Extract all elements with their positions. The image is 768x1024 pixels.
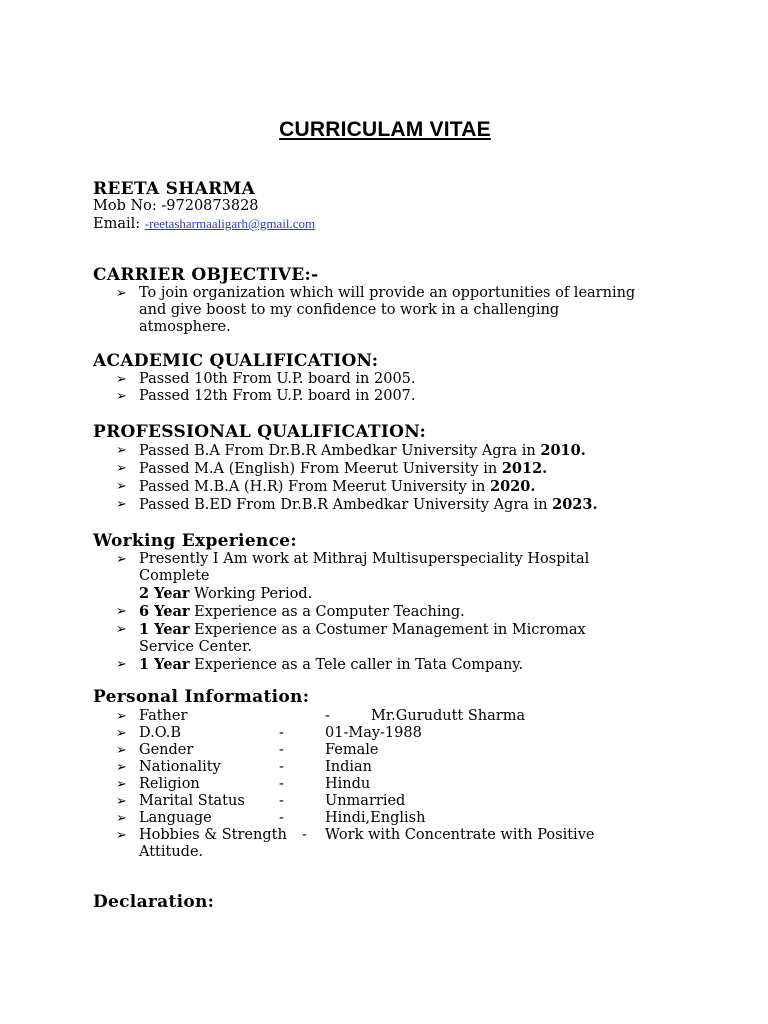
arrow-bullet-icon: ➢ bbox=[116, 552, 127, 567]
list-item: ➢ 1 Year Experience as a Costumer Management in Micromax Service Center. bbox=[116, 621, 586, 655]
arrow-bullet-icon: ➢ bbox=[116, 657, 127, 672]
email-line bbox=[93, 216, 315, 232]
personal-heading: Personal Information: bbox=[93, 687, 310, 707]
arrow-bullet-icon: ➢ bbox=[116, 604, 127, 619]
personal-info-row-gender: ➢ Gender - Female bbox=[116, 742, 379, 758]
academic-heading: ACADEMIC QUALIFICATION: bbox=[93, 351, 379, 371]
list-item: ➢ Passed 10th From U.P. board in 2005. bbox=[116, 371, 416, 387]
experience-heading: Working Experience: bbox=[93, 531, 297, 551]
arrow-bullet-icon: ➢ bbox=[116, 777, 127, 792]
personal-info-row-hobbies: ➢ Hobbies & Strength - Work with Concentrate with Positive bbox=[116, 827, 595, 843]
professional-list bbox=[0, 442, 768, 514]
list-item: ➢ Passed B.ED From Dr.B.R Ambedkar University Agra in 2023. bbox=[116, 496, 598, 513]
document-title: CURRICULAM VITAE bbox=[279, 118, 491, 141]
candidate-name: REETA SHARMA bbox=[93, 179, 256, 199]
list-item: ➢ Presently I Am work at Mithraj Multisuperspeciality Hospital Complete 2 Year Working Period. bbox=[116, 551, 590, 602]
arrow-bullet-icon: ➢ bbox=[116, 372, 127, 387]
personal-info-row-language: ➢ Language - Hindi,English bbox=[116, 810, 426, 826]
personal-info-row-nationality: ➢ Nationality - Indian bbox=[116, 759, 372, 775]
list-item: ➢ Passed B.A From Dr.B.R Ambedkar University Agra in 2010. bbox=[116, 442, 586, 459]
mobile-number: Mob No: -9720873828 bbox=[93, 198, 259, 214]
arrow-bullet-icon: ➢ bbox=[116, 743, 127, 758]
declaration-heading: Declaration: bbox=[93, 892, 215, 912]
personal-info-row-religion: ➢ Religion - Hindu bbox=[116, 776, 371, 792]
arrow-bullet-icon: ➢ bbox=[116, 726, 127, 741]
arrow-bullet-icon: ➢ bbox=[116, 286, 127, 301]
arrow-bullet-icon: ➢ bbox=[116, 760, 127, 775]
academic-list bbox=[0, 371, 768, 405]
arrow-bullet-icon: ➢ bbox=[116, 443, 127, 458]
arrow-bullet-icon: ➢ bbox=[116, 709, 127, 724]
experience-list bbox=[0, 551, 768, 674]
personal-info-list bbox=[0, 708, 768, 861]
professional-heading: PROFESSIONAL QUALIFICATION: bbox=[93, 422, 427, 442]
personal-info-row-father: ➢ Father - Mr.Gurudutt Sharma bbox=[116, 708, 526, 724]
arrow-bullet-icon: ➢ bbox=[116, 811, 127, 826]
arrow-bullet-icon: ➢ bbox=[116, 389, 127, 404]
personal-info-hobbies-continued: Attitude. bbox=[139, 844, 204, 860]
list-item: ➢ Passed 12th From U.P. board in 2007. bbox=[116, 388, 416, 404]
personal-info-row-marital-status: ➢ Marital Status - Unmarried bbox=[116, 793, 406, 809]
email-label: Email: bbox=[93, 216, 141, 232]
arrow-bullet-icon: ➢ bbox=[116, 828, 127, 843]
list-item: ➢ Passed M.A (English) From Meerut University in 2012. bbox=[116, 460, 548, 477]
list-item: ➢ 1 Year Experience as a Tele caller in Tata Company. bbox=[116, 656, 524, 673]
arrow-bullet-icon: ➢ bbox=[116, 497, 127, 512]
objective-list bbox=[0, 285, 768, 336]
email-link[interactable]: -reetasharmaaligarh@gmail.com bbox=[144, 216, 316, 231]
arrow-bullet-icon: ➢ bbox=[116, 622, 127, 637]
personal-info-row-dob: ➢ D.O.B - 01-May-1988 bbox=[116, 725, 422, 741]
arrow-bullet-icon: ➢ bbox=[116, 794, 127, 809]
arrow-bullet-icon: ➢ bbox=[116, 479, 127, 494]
arrow-bullet-icon: ➢ bbox=[116, 461, 127, 476]
list-item: ➢ Passed M.B.A (H.R) From Meerut University in 2020. bbox=[116, 478, 536, 495]
objective-heading: CARRIER OBJECTIVE:- bbox=[93, 265, 319, 285]
list-item: ➢ 6 Year Experience as a Computer Teaching. bbox=[116, 603, 465, 620]
list-item: ➢ To join organization which will provide an opportunities of learning and give boost to my confidence to work in a challenging atmosphere. bbox=[116, 285, 636, 335]
